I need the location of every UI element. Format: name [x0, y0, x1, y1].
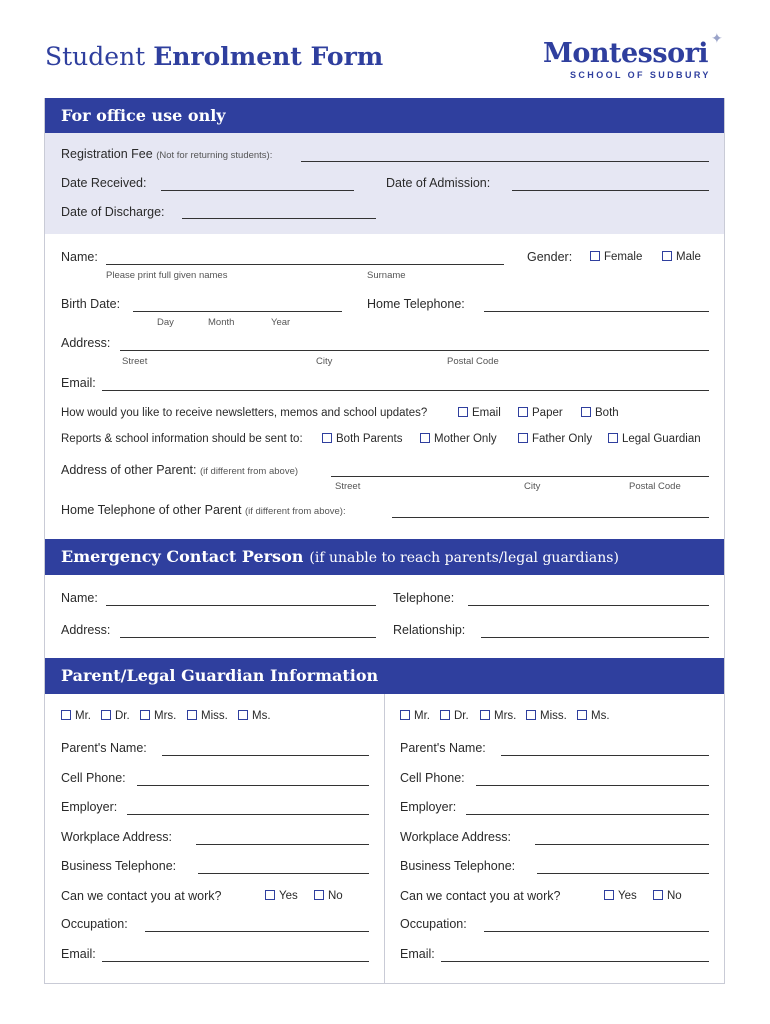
emergency-telephone-label: Telephone:: [393, 591, 455, 605]
emergency-telephone-field[interactable]: [468, 605, 709, 606]
email-field[interactable]: [102, 390, 709, 391]
date-received-label: Date Received:: [61, 176, 147, 190]
email-label: Email:: [61, 376, 96, 390]
p2-email-field[interactable]: [441, 961, 709, 962]
school-logo-subtitle: SCHOOL OF SUDBURY: [570, 70, 711, 80]
reports-guardian-option[interactable]: Legal Guardian: [608, 433, 701, 445]
emergency-relationship-label: Relationship:: [393, 623, 466, 637]
other-parent-telephone-label: Home Telephone of other Parent (if different from above):: [61, 503, 346, 517]
p2-title-mrs[interactable]: Mrs.: [480, 710, 516, 722]
reports-mother-option[interactable]: Mother Only: [420, 433, 497, 445]
p2-title-mr[interactable]: Mr.: [400, 710, 430, 722]
gender-male-option[interactable]: Male: [662, 251, 701, 263]
emergency-address-field[interactable]: [120, 637, 376, 638]
p1-workplace-label: Workplace Address:: [61, 830, 172, 844]
p2-business-tel-field[interactable]: [537, 873, 709, 874]
p1-dr-checkbox[interactable]: [101, 710, 111, 720]
parent-heading: Parent/Legal Guardian Information: [45, 658, 724, 694]
date-admission-label: Date of Admission:: [386, 176, 491, 190]
p1-title-ms[interactable]: Ms.: [238, 710, 271, 722]
address-field[interactable]: [120, 350, 709, 351]
page-title: Student Enrolment Form: [45, 42, 384, 71]
name-label: Name:: [61, 250, 98, 264]
male-checkbox[interactable]: [662, 251, 672, 261]
p1-occupation-field[interactable]: [145, 931, 369, 932]
p1-title-mrs[interactable]: Mrs.: [140, 710, 176, 722]
p2-occupation-label: Occupation:: [400, 917, 467, 931]
both-parents-checkbox[interactable]: [322, 433, 332, 443]
p2-no-checkbox[interactable]: [653, 890, 663, 900]
p1-yes-checkbox[interactable]: [265, 890, 275, 900]
student-name-field[interactable]: [106, 264, 504, 265]
emergency-heading: Emergency Contact Person (if unable to reach parents/legal guardians): [45, 539, 724, 575]
p2-employer-label: Employer:: [400, 800, 457, 814]
gender-female-option[interactable]: Female: [590, 251, 642, 263]
p1-business-tel-field[interactable]: [198, 873, 369, 874]
newsletter-question: How would you like to receive newsletters, memos and school updates?: [61, 407, 428, 419]
city-hint: City: [316, 356, 333, 367]
newsletter-email-option[interactable]: Email: [458, 407, 501, 419]
p1-contact-yes-option[interactable]: Yes: [265, 890, 298, 902]
emergency-relationship-field[interactable]: [481, 637, 709, 638]
p1-employer-field[interactable]: [127, 814, 369, 815]
date-discharge-field[interactable]: [182, 218, 376, 219]
p2-business-tel-label: Business Telephone:: [400, 859, 516, 873]
female-checkbox[interactable]: [590, 251, 600, 261]
reports-father-option[interactable]: Father Only: [518, 433, 592, 445]
other-parent-address-field[interactable]: [331, 476, 709, 477]
parent-column-divider: [384, 694, 385, 983]
p2-yes-checkbox[interactable]: [604, 890, 614, 900]
date-received-field[interactable]: [161, 190, 354, 191]
year-hint: Year: [271, 317, 291, 328]
date-discharge-label: Date of Discharge:: [61, 205, 165, 219]
other-postal-hint: Postal Code: [629, 481, 681, 492]
p1-workplace-field[interactable]: [196, 844, 369, 845]
p2-contact-no-option[interactable]: No: [653, 890, 682, 902]
p1-mrs-checkbox[interactable]: [140, 710, 150, 720]
p1-business-tel-label: Business Telephone:: [61, 859, 177, 873]
home-telephone-label: Home Telephone:: [367, 297, 465, 311]
other-parent-address-label: Address of other Parent: (if different from above): [61, 463, 299, 477]
date-admission-field[interactable]: [512, 190, 709, 191]
p2-title-ms[interactable]: Ms.: [577, 710, 610, 722]
registration-fee-label: Registration Fee (Not for returning students):: [61, 147, 273, 161]
newsletter-paper-checkbox[interactable]: [518, 407, 528, 417]
p2-name-label: Parent's Name:: [400, 741, 486, 755]
p1-email-label: Email:: [61, 947, 96, 961]
p2-title-dr[interactable]: Dr.: [440, 710, 469, 722]
p2-name-field[interactable]: [501, 755, 709, 756]
p2-contact-work-label: Can we contact you at work?: [400, 889, 561, 903]
day-hint: Day: [157, 317, 174, 328]
school-logo-name: Montessori: [543, 38, 709, 69]
street-hint: Street: [122, 356, 148, 367]
p2-workplace-field[interactable]: [535, 844, 709, 845]
p1-employer-label: Employer:: [61, 800, 118, 814]
p2-ms-checkbox[interactable]: [577, 710, 587, 720]
address-label: Address:: [61, 336, 111, 350]
p1-mr-checkbox[interactable]: [61, 710, 71, 720]
p2-mrs-checkbox[interactable]: [480, 710, 490, 720]
p2-title-miss[interactable]: Miss.: [526, 710, 567, 722]
p1-contact-no-option[interactable]: No: [314, 890, 343, 902]
p1-miss-checkbox[interactable]: [187, 710, 197, 720]
surname-hint: Surname: [367, 270, 406, 281]
emergency-name-field[interactable]: [106, 605, 376, 606]
month-hint: Month: [208, 317, 235, 328]
other-city-hint: City: [524, 481, 541, 492]
given-names-hint: Please print full given names: [106, 270, 228, 281]
p2-mr-checkbox[interactable]: [400, 710, 410, 720]
mother-only-checkbox[interactable]: [420, 433, 430, 443]
father-only-checkbox[interactable]: [518, 433, 528, 443]
p2-cell-label: Cell Phone:: [400, 771, 465, 785]
p1-name-label: Parent's Name:: [61, 741, 147, 755]
newsletter-both-checkbox[interactable]: [581, 407, 591, 417]
other-parent-telephone-field[interactable]: [392, 517, 709, 518]
p1-title-mr[interactable]: Mr.: [61, 710, 91, 722]
p1-cell-field[interactable]: [137, 785, 369, 786]
p2-occupation-field[interactable]: [484, 931, 709, 932]
emergency-name-label: Name:: [61, 591, 98, 605]
p1-title-dr[interactable]: Dr.: [101, 710, 130, 722]
p2-email-label: Email:: [400, 947, 435, 961]
registration-fee-field[interactable]: [301, 161, 709, 162]
p2-dr-checkbox[interactable]: [440, 710, 450, 720]
p1-title-miss[interactable]: Miss.: [187, 710, 228, 722]
other-street-hint: Street: [335, 481, 361, 492]
legal-guardian-checkbox[interactable]: [608, 433, 618, 443]
p1-no-checkbox[interactable]: [314, 890, 324, 900]
emergency-address-label: Address:: [61, 623, 111, 637]
reports-question: Reports & school information should be sent to:: [61, 433, 303, 445]
p1-ms-checkbox[interactable]: [238, 710, 248, 720]
p2-contact-yes-option[interactable]: Yes: [604, 890, 637, 902]
p1-name-field[interactable]: [162, 755, 369, 756]
office-heading: For office use only: [45, 98, 724, 133]
p2-employer-field[interactable]: [466, 814, 709, 815]
p2-cell-field[interactable]: [476, 785, 709, 786]
birth-date-field[interactable]: [133, 311, 342, 312]
home-telephone-field[interactable]: [484, 311, 709, 312]
p1-cell-label: Cell Phone:: [61, 771, 126, 785]
newsletter-email-checkbox[interactable]: [458, 407, 468, 417]
p2-miss-checkbox[interactable]: [526, 710, 536, 720]
p1-email-field[interactable]: [102, 961, 369, 962]
gender-label: Gender:: [527, 250, 573, 264]
star-icon: ✦: [711, 30, 723, 46]
p1-contact-work-label: Can we contact you at work?: [61, 889, 222, 903]
p2-workplace-label: Workplace Address:: [400, 830, 511, 844]
postal-code-hint: Postal Code: [447, 356, 499, 367]
newsletter-both-option[interactable]: Both: [581, 407, 619, 419]
p1-occupation-label: Occupation:: [61, 917, 128, 931]
newsletter-paper-option[interactable]: Paper: [518, 407, 563, 419]
birth-date-label: Birth Date:: [61, 297, 121, 311]
reports-both-parents-option[interactable]: Both Parents: [322, 433, 402, 445]
